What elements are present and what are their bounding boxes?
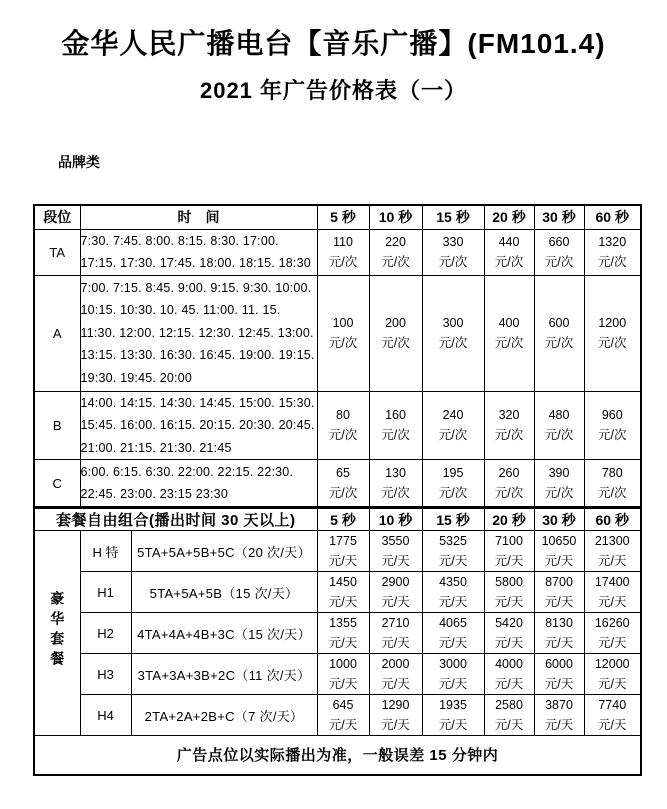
price-value: 1355: [329, 616, 357, 630]
price-table: [33, 204, 642, 776]
price-unit: 元/天: [438, 636, 468, 650]
price-unit: 元/次: [544, 486, 574, 500]
package-code: H3: [80, 654, 131, 695]
price-cell: [584, 695, 641, 736]
price-cell: [534, 654, 584, 695]
price-value: 2900: [381, 575, 410, 589]
price-unit: 元/天: [544, 595, 574, 609]
price-cell: [317, 531, 369, 572]
price-unit: 元/次: [438, 255, 468, 269]
price-cell: [369, 695, 422, 736]
price-cell: [422, 654, 484, 695]
header-duration: 10 秒: [369, 508, 422, 531]
price-value: 100: [332, 316, 354, 330]
package-row: [34, 654, 641, 695]
price-value: 21300: [594, 534, 630, 548]
price-value: 12000: [594, 657, 630, 671]
price-value: 1450: [329, 575, 357, 589]
price-unit: 元/天: [328, 554, 358, 568]
price-value: 600: [548, 316, 570, 330]
price-value: 2710: [381, 616, 410, 630]
segment-label: A: [34, 275, 80, 391]
price-unit: 元/次: [494, 428, 524, 443]
price-cell: [484, 531, 534, 572]
price-unit: 元/天: [438, 718, 468, 732]
price-unit: 元/次: [381, 255, 410, 269]
header-duration: 60 秒: [584, 508, 641, 531]
price-cell: [422, 275, 484, 391]
price-unit: 元/天: [381, 677, 410, 691]
price-unit: 元/天: [598, 718, 627, 732]
price-value: 645: [332, 698, 354, 712]
price-value: 480: [548, 408, 570, 423]
price-value: 195: [442, 466, 464, 480]
price-value: 17400: [594, 575, 630, 589]
price-cell: [484, 275, 534, 391]
price-unit: 元/次: [381, 336, 410, 350]
price-unit: 元/天: [381, 718, 410, 732]
price-value: 2000: [381, 657, 410, 671]
price-cell: [369, 654, 422, 695]
package-row: [34, 695, 641, 736]
price-cell: [584, 613, 641, 654]
price-unit: 元/天: [494, 636, 524, 650]
package-combo: 3TA+3A+3B+2C（11 次/天）: [131, 654, 317, 695]
footnote-row: [34, 736, 641, 775]
package-group-cell: [34, 531, 80, 736]
time-list: 6:00. 6:15. 6:30. 22:00. 22:15. 22:30. 22:45. 23:00. 23:15 23:30: [80, 460, 317, 508]
table-header-row: [34, 205, 641, 229]
price-value: 780: [601, 466, 623, 480]
price-unit: 元/天: [438, 554, 468, 568]
price-value: 4350: [439, 575, 467, 589]
price-value: 240: [442, 408, 464, 423]
price-unit: 元/天: [544, 677, 574, 691]
price-unit: 元/天: [544, 636, 574, 650]
price-cell: [422, 460, 484, 508]
time-slot-row: [34, 229, 641, 275]
time-slot-row: [34, 391, 641, 460]
price-value: 390: [548, 466, 570, 480]
price-value: 65: [336, 466, 350, 480]
price-cell: [369, 391, 422, 460]
price-cell: [584, 229, 641, 275]
package-header-label: 套餐自由组合(播出时间 30 天以上): [34, 508, 317, 531]
price-value: 8130: [545, 616, 573, 630]
time-slot-row: [34, 275, 641, 391]
package-header-row: [34, 508, 641, 531]
price-value: 960: [601, 408, 623, 423]
price-cell: [369, 275, 422, 391]
price-value: 16260: [594, 616, 630, 630]
price-value: 6000: [545, 657, 573, 671]
price-unit: 元/次: [438, 428, 468, 443]
price-unit: 元/次: [328, 255, 358, 269]
time-list: 7:00. 7:15. 8:45. 9:00. 9:15. 9:30. 10:00. 10:15. 10:30. 10. 45. 11:00. 11. 15. 11:30. 12:00. 12:15. 12:30. 12:45. 13:00. 13:15. 13:30. 16:30. 16:45. 19:00. 19:15. 19:30. 19:45. 20:00: [80, 275, 317, 391]
price-cell: [534, 531, 584, 572]
package-code: H4: [80, 695, 131, 736]
header-duration: 10 秒: [369, 205, 422, 229]
price-unit: 元/天: [494, 718, 524, 732]
category-label: 品牌类: [58, 154, 100, 170]
package-combo: 5TA+5A+5B+5C（20 次/天）: [131, 531, 317, 572]
price-value: 10650: [541, 534, 577, 548]
price-unit: 元/天: [544, 554, 574, 568]
package-combo: 4TA+4A+4B+3C（15 次/天）: [131, 613, 317, 654]
price-cell: [484, 695, 534, 736]
price-cell: [317, 391, 369, 460]
price-unit: 元/次: [328, 428, 358, 443]
price-cell: [317, 229, 369, 275]
price-cell: [422, 229, 484, 275]
price-unit: 元/天: [544, 718, 574, 732]
price-unit: 元/天: [381, 595, 410, 609]
price-cell: [534, 391, 584, 460]
price-cell: [534, 695, 584, 736]
price-unit: 元/天: [438, 677, 468, 691]
footnote: 广告点位以实际播出为准，一般误差 15 分钟内: [34, 736, 641, 775]
price-unit: 元/次: [598, 428, 627, 443]
package-code: H2: [80, 613, 131, 654]
price-value: 1935: [439, 698, 467, 712]
price-unit: 元/天: [598, 554, 627, 568]
package-combo: 5TA+5A+5B（15 次/天）: [131, 572, 317, 613]
price-cell: [584, 572, 641, 613]
price-value: 200: [385, 316, 406, 330]
price-cell: [484, 229, 534, 275]
price-value: 400: [498, 316, 520, 330]
price-value: 1200: [598, 316, 627, 330]
price-value: 160: [385, 408, 406, 423]
time-slot-row: [34, 460, 641, 508]
price-value: 300: [442, 316, 464, 330]
price-value: 1320: [598, 235, 627, 249]
price-cell: [369, 572, 422, 613]
header-duration: 20 秒: [484, 205, 534, 229]
price-unit: 元/次: [438, 336, 468, 350]
price-cell: [584, 391, 641, 460]
price-value: 3550: [381, 534, 410, 548]
header-duration: 30 秒: [534, 508, 584, 531]
page-title: 金华人民广播电台【音乐广播】(FM101.4): [61, 28, 606, 59]
price-value: 5420: [495, 616, 523, 630]
price-cell: [317, 460, 369, 508]
price-unit: 元/次: [494, 255, 524, 269]
price-cell: [584, 531, 641, 572]
price-unit: 元/天: [328, 636, 358, 650]
price-value: 220: [385, 235, 406, 249]
price-value: 2580: [495, 698, 523, 712]
price-unit: 元/次: [438, 486, 468, 500]
price-value: 7740: [598, 698, 627, 712]
price-cell: [422, 572, 484, 613]
price-unit: 元/次: [598, 486, 627, 500]
price-cell: [534, 572, 584, 613]
price-unit: 元/次: [381, 428, 410, 443]
price-value: 260: [498, 466, 520, 480]
price-unit: 元/天: [328, 677, 358, 691]
price-cell: [317, 613, 369, 654]
price-unit: 元/次: [598, 336, 627, 350]
price-value: 5325: [439, 534, 467, 548]
price-unit: 元/次: [328, 486, 358, 500]
price-value: 130: [385, 466, 406, 480]
price-unit: 元/次: [544, 336, 574, 350]
package-combo: 2TA+2A+2B+C（7 次/天）: [131, 695, 317, 736]
price-unit: 元/次: [544, 428, 574, 443]
price-cell: [369, 531, 422, 572]
price-cell: [584, 654, 641, 695]
price-value: 7100: [495, 534, 523, 548]
price-unit: 元/次: [328, 336, 358, 350]
price-value: 3870: [545, 698, 573, 712]
price-unit: 元/天: [438, 595, 468, 609]
price-value: 440: [498, 235, 520, 249]
package-row: [34, 613, 641, 654]
price-value: 3000: [439, 657, 467, 671]
price-value: 330: [442, 235, 464, 249]
header-segment: 段位: [34, 205, 80, 229]
package-row: [34, 572, 641, 613]
price-unit: 元/天: [381, 636, 410, 650]
price-unit: 元/天: [598, 636, 627, 650]
time-list: 14:00. 14:15. 14:30. 14:45. 15:00. 15:30. 15:45. 16:00. 16:15. 20:15. 20:30. 20:45. 21:00. 21:15. 21:30. 21:45: [80, 391, 317, 460]
header-duration: 30 秒: [534, 205, 584, 229]
header-duration: 5 秒: [317, 508, 369, 531]
header-duration: 60 秒: [584, 205, 641, 229]
price-unit: 元/天: [328, 595, 358, 609]
price-cell: [484, 572, 534, 613]
price-unit: 元/次: [598, 255, 627, 269]
price-unit: 元/天: [494, 677, 524, 691]
header-duration: 15 秒: [422, 508, 484, 531]
price-value: 1290: [381, 698, 410, 712]
price-value: 1775: [329, 534, 357, 548]
price-cell: [484, 613, 534, 654]
price-value: 660: [548, 235, 570, 249]
header-duration: 15 秒: [422, 205, 484, 229]
price-value: 5800: [495, 575, 523, 589]
price-cell: [584, 460, 641, 508]
price-unit: 元/次: [494, 336, 524, 350]
price-cell: [534, 229, 584, 275]
price-value: 320: [498, 408, 520, 423]
price-cell: [422, 695, 484, 736]
price-unit: 元/天: [494, 595, 524, 609]
time-list: 7:30. 7:45. 8:00. 8:15. 8:30. 17:00. 17:15. 17:30. 17:45. 18:00. 18:15. 18:30: [80, 229, 317, 275]
price-cell: [317, 572, 369, 613]
price-cell: [317, 275, 369, 391]
price-cell: [317, 654, 369, 695]
price-unit: 元/次: [544, 255, 574, 269]
header-duration: 5 秒: [317, 205, 369, 229]
package-code: H1: [80, 572, 131, 613]
price-unit: 元/次: [381, 486, 410, 500]
price-cell: [369, 229, 422, 275]
price-unit: 元/天: [381, 554, 410, 568]
price-cell: [534, 275, 584, 391]
price-value: 4065: [439, 616, 467, 630]
price-value: 8700: [545, 575, 573, 589]
package-code: H 特: [80, 531, 131, 572]
price-value: 80: [336, 408, 350, 423]
price-cell: [484, 460, 534, 508]
price-cell: [484, 654, 534, 695]
price-cell: [317, 695, 369, 736]
price-cell: [422, 391, 484, 460]
header-duration: 20 秒: [484, 508, 534, 531]
price-cell: [484, 391, 534, 460]
price-cell: [584, 275, 641, 391]
price-unit: 元/次: [494, 486, 524, 500]
price-value: 110: [333, 235, 353, 249]
price-unit: 元/天: [598, 677, 627, 691]
price-unit: 元/天: [328, 718, 358, 732]
price-unit: 元/天: [494, 554, 524, 568]
price-cell: [534, 613, 584, 654]
price-unit: 元/天: [598, 595, 627, 609]
segment-label: TA: [34, 229, 80, 275]
segment-label: B: [34, 391, 80, 460]
segment-label: C: [34, 460, 80, 508]
price-value: 1000: [329, 657, 357, 671]
package-row: [34, 531, 641, 572]
package-group-label: 豪华套餐: [49, 590, 66, 671]
price-cell: [369, 460, 422, 508]
price-cell: [534, 460, 584, 508]
header-time: 时 间: [80, 205, 317, 229]
price-cell: [369, 613, 422, 654]
price-cell: [422, 613, 484, 654]
page-subtitle: 2021 年广告价格表（一）: [199, 78, 468, 103]
price-value: 4000: [495, 657, 523, 671]
price-cell: [422, 531, 484, 572]
